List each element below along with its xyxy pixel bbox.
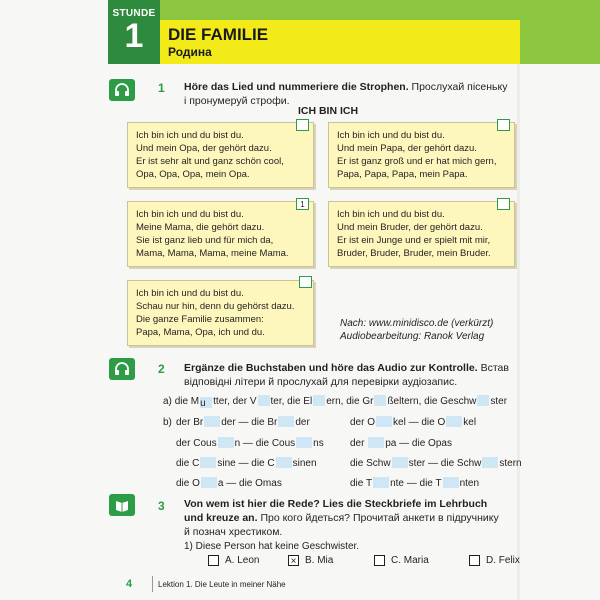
fill-row <box>176 437 324 450</box>
letter-gap[interactable] <box>374 395 386 406</box>
word-part: kel <box>463 417 477 428</box>
stanza-line: Und mein Bruder, der gehört dazu. <box>337 222 483 233</box>
fill-row <box>350 477 479 490</box>
answer-option[interactable] <box>469 555 520 566</box>
word-part: nten <box>459 478 480 489</box>
letter-gap[interactable] <box>201 477 217 488</box>
word-part: ster <box>490 396 508 407</box>
letter-gap[interactable] <box>200 457 216 468</box>
lesson-label: STUNDE <box>112 8 156 19</box>
letter-gap[interactable] <box>296 437 312 448</box>
instruction-uk: Прослухай пісеньку <box>411 81 508 93</box>
stanza-line: Papa, Papa, Papa, mein Papa. <box>337 169 468 180</box>
exercise-instruction <box>184 497 524 539</box>
word-part: die C <box>176 458 200 469</box>
stanza-number-box[interactable] <box>497 119 510 131</box>
word-part: kel — die O <box>393 417 446 428</box>
exercise-number: 1 <box>158 81 165 95</box>
answer-label: C. Maria <box>391 555 429 566</box>
letter-gap[interactable] <box>204 416 220 427</box>
fill-row <box>350 416 476 429</box>
instruction-uk: Про кого йдеться? Прочитай анкети в підручнику <box>260 512 499 524</box>
row-label: b) <box>163 417 172 428</box>
fill-row <box>176 477 282 490</box>
word-part: der Br <box>176 417 204 428</box>
word-part: die O <box>176 478 200 489</box>
instruction-uk: й познач хрестиком. <box>184 526 283 538</box>
stanza-card <box>328 201 515 267</box>
exercise-number: 3 <box>158 499 165 513</box>
stanza-line: Opa, Opa, Opa, mein Opa. <box>136 169 250 180</box>
exercise-instruction <box>184 361 524 389</box>
word-part: sine — die C <box>217 458 275 469</box>
word-part: der — die Br <box>221 417 278 428</box>
letter-gap[interactable] <box>218 437 234 448</box>
instruction-uk: відповідні літери й прослухай для перевірки аудіозапис. <box>184 376 458 388</box>
instruction-de: Von wem ist hier die Rede? Lies die Steckbriefe im Lehrbuch <box>184 498 488 510</box>
stanza-line: Ich bin ich und du bist du. <box>136 209 244 220</box>
question: 1) Diese Person hat keine Geschwister. <box>184 541 360 552</box>
word-part: a — die Omas <box>217 478 282 489</box>
book-icon[interactable] <box>109 494 135 516</box>
lesson-number: 1 <box>124 17 144 55</box>
answer-checkbox[interactable] <box>208 555 219 566</box>
stanza-line: Und mein Opa, der gehört dazu. <box>136 143 272 154</box>
stanza-line: Ich bin ich und du bist du. <box>136 130 244 141</box>
word-part: die M <box>174 396 200 407</box>
stanza-number-box[interactable] <box>296 119 309 131</box>
stanza-line: Ich bin ich und du bist du. <box>337 209 445 220</box>
instruction-de: Höre das Lied und nummeriere die Strophen. <box>184 81 409 93</box>
source-line: Audiobearbeitung: Ranok Verlag <box>340 331 485 342</box>
stanza-number-box[interactable] <box>299 276 312 288</box>
word-part: der <box>295 417 310 428</box>
fill-row <box>176 457 317 470</box>
word-part: nte — die T <box>390 478 442 489</box>
stanza-line: Sie ist ganz lieb und für mich da, <box>136 235 274 246</box>
letter-gap[interactable] <box>313 395 325 406</box>
word-part: ns <box>313 438 324 449</box>
exercise-number: 2 <box>158 362 165 376</box>
lesson-badge <box>108 0 160 64</box>
word-part: pa — die Opas <box>385 438 452 449</box>
stanza-line: Mama, Mama, Mama, meine Mama. <box>136 248 289 259</box>
stanza-line: Ich bin ich und du bist du. <box>337 130 445 141</box>
stanza-line: Die ganze Familie zusammen: <box>136 314 264 325</box>
letter-gap[interactable] <box>376 416 392 427</box>
word-part: ern, die Gr <box>326 396 374 407</box>
instruction-uk: Встав <box>480 362 509 374</box>
stanza-card <box>127 122 314 188</box>
stanza-number-box[interactable] <box>497 198 510 210</box>
letter-gap[interactable] <box>258 395 270 406</box>
answer-option[interactable] <box>288 555 333 566</box>
answer-checkbox[interactable] <box>374 555 385 566</box>
fill-row-b-label <box>163 416 172 429</box>
page-subtitle: Родина <box>168 45 212 59</box>
header-green-strip <box>108 0 600 20</box>
fill-row <box>350 457 522 470</box>
stanza-card <box>127 201 314 267</box>
row-label: a) <box>163 396 172 407</box>
answer-option[interactable] <box>208 555 259 566</box>
stanza-line: Und mein Papa, der gehört dazu. <box>337 143 477 154</box>
instruction-uk: і пронумеруй строфи. <box>184 95 290 107</box>
headphones-icon[interactable] <box>109 79 135 101</box>
answer-label: D. Felix <box>486 555 520 566</box>
stanza-line: Meine Mama, die gehört dazu. <box>136 222 265 233</box>
stanza-number-box[interactable]: 1 <box>296 198 309 210</box>
source-note <box>340 317 493 343</box>
stanza-line: Papa, Mama, Opa, ich und du. <box>136 327 265 338</box>
footer-lesson: Lektion 1. Die Leute in meiner Nähe <box>158 580 286 589</box>
title-bar-tail <box>520 20 600 64</box>
stanza-line: Ich bin ich und du bist du. <box>136 288 244 299</box>
instruction-de: und kreuze an. <box>184 512 258 524</box>
word-part: sinen <box>292 458 317 469</box>
word-part: tter, der V <box>213 396 257 407</box>
letter-gap[interactable] <box>482 457 498 468</box>
fill-row <box>350 437 452 450</box>
letter-gap[interactable] <box>373 477 389 488</box>
stanza-line: Bruder, Bruder, Bruder, mein Bruder. <box>337 248 491 259</box>
letter-gap[interactable] <box>446 416 462 427</box>
stanza-card <box>328 122 515 188</box>
letter-gap[interactable] <box>392 457 408 468</box>
instruction-de: Ergänze die Buchstaben und höre das Audio zur Kontrolle. <box>184 362 478 374</box>
letter-gap[interactable] <box>276 457 292 468</box>
letter-gap[interactable] <box>368 437 384 448</box>
fill-row-a <box>163 395 507 408</box>
stanza-line: Er ist ein Junge und er spielt mit mir, <box>337 235 491 246</box>
word-part: ßeltern, die Geschw <box>387 396 477 407</box>
answer-label: A. Leon <box>225 555 260 566</box>
answer-option[interactable] <box>374 555 429 566</box>
answer-checkbox[interactable] <box>469 555 480 566</box>
source-line: Nach: www.minidisco.de (verkürzt) <box>340 318 494 329</box>
page-title: DIE FAMILIE <box>168 25 269 44</box>
exercise-instruction <box>184 80 524 108</box>
word-part: n — die Cous <box>234 438 296 449</box>
word-part: die T <box>350 478 373 489</box>
stanza-line: Schau nur hin, denn du gehörst dazu. <box>136 301 295 312</box>
stanza-line: Er ist sehr alt und ganz schön cool, <box>136 156 284 167</box>
letter-gap[interactable] <box>278 416 294 427</box>
stanza-line: Er ist ganz groß und er hat mich gern, <box>337 156 497 167</box>
word-part: der Cous <box>176 438 217 449</box>
letter-gap-filled[interactable]: u <box>200 397 212 408</box>
letter-gap[interactable] <box>477 395 489 406</box>
answer-checkbox[interactable]: × <box>288 555 299 566</box>
word-part: der <box>350 438 365 449</box>
word-part: der O <box>350 417 376 428</box>
page-number: 4 <box>126 578 133 590</box>
song-title: ICH BIN ICH <box>297 105 359 117</box>
word-part: stern <box>499 458 522 469</box>
headphones-icon[interactable] <box>109 358 135 380</box>
letter-gap[interactable] <box>443 477 459 488</box>
footer-divider <box>152 576 153 592</box>
word-part: ter, die El <box>270 396 313 407</box>
word-part: ster — die Schw <box>408 458 482 469</box>
answer-label: B. Mia <box>305 555 334 566</box>
fill-row <box>176 416 310 429</box>
word-part: die Schw <box>350 458 391 469</box>
stanza-card <box>127 280 314 346</box>
